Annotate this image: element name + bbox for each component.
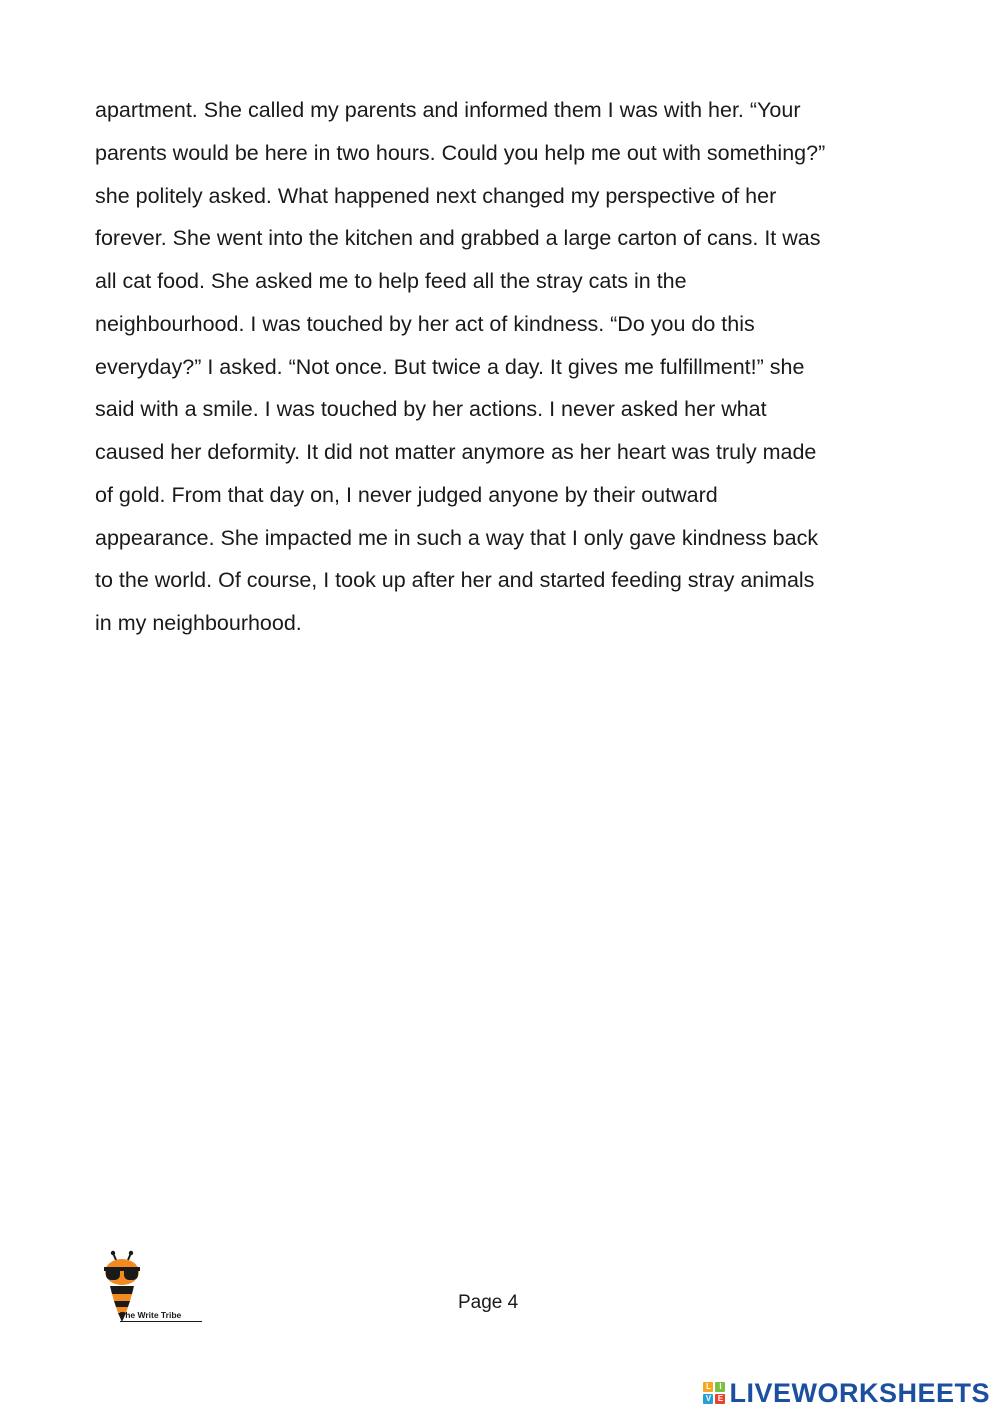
- logo-tile: I: [715, 1382, 725, 1392]
- paragraph-line: of gold. From that day on, I never judged anyone by their outward: [95, 482, 718, 507]
- write-tribe-logo: [98, 1250, 208, 1330]
- logo-tile: L: [703, 1382, 713, 1392]
- paragraph-line: appearance. She impacted me in such a way that I only gave kindness back: [95, 525, 819, 550]
- page-number: Page 4: [458, 1292, 519, 1313]
- paragraph-line: apartment. She called my parents and informed them I was with her. “Your: [95, 98, 801, 122]
- paragraph-line: forever. She went into the kitchen and grabbed a large carton of cans. It was: [95, 226, 821, 251]
- paragraph-line: caused her deformity. It did not matter anymore as her heart was truly made: [95, 440, 817, 464]
- paragraph-line: parents would be here in two hours. Could you help me out with something?”: [95, 140, 826, 165]
- paragraph-line: she politely asked. What happened next changed my perspective of her: [95, 183, 777, 208]
- paragraph-line: in my neighbourhood.: [95, 611, 302, 635]
- logo-tile: V: [703, 1394, 713, 1404]
- paragraph-line: everyday?” I asked. “Not once. But twice a day. It gives me fulfillment!” she: [95, 354, 805, 379]
- paragraph-line: said with a smile. I was touched by her actions. I never asked her what: [95, 397, 767, 422]
- watermark-text: LIVEWORKSHEETS: [729, 1377, 990, 1408]
- liveworksheets-watermark: [703, 1376, 990, 1410]
- paragraph-line: neighbourhood. I was touched by her act of kindness. “Do you do this: [95, 311, 755, 336]
- logo-tile: E: [715, 1394, 725, 1404]
- story-paragraph: [95, 89, 915, 645]
- paragraph-line: to the world. Of course, I took up after her and started feeding stray animals: [95, 568, 815, 593]
- paragraph-line: all cat food. She asked me to help feed all the stray cats in the: [95, 269, 687, 293]
- logo-text: The Write Tribe: [120, 1310, 202, 1322]
- liveworksheets-logo-icon: [703, 1382, 725, 1404]
